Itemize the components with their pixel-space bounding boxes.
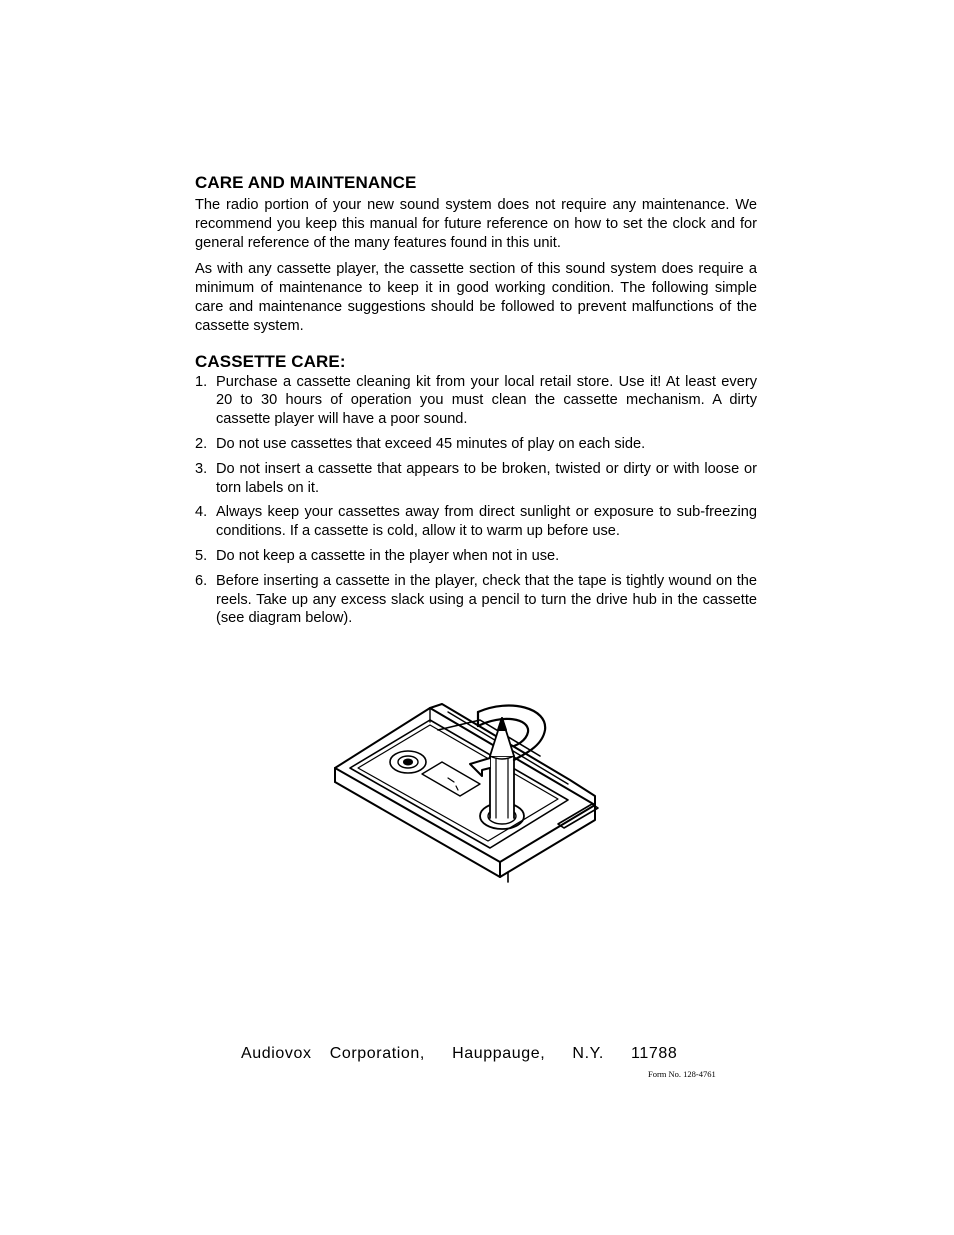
list-number: 3. bbox=[195, 460, 208, 477]
list-number: 1. bbox=[195, 373, 208, 390]
list-text: Do not use cassettes that exceed 45 minutes of play on each side. bbox=[216, 435, 646, 452]
list-text: Before inserting a cassette in the player, check that the tape is tightly wound on the reels. Take up any excess slack using a pencil to turn the drive hub in the cassette (see diagram below). bbox=[216, 572, 757, 627]
list-text: Purchase a cassette cleaning kit from your local retail store. Use it! At least every 20 to 30 hours of operation you must clean the cassette mechanism. A dirty cassette player will have a poor sound. bbox=[216, 373, 757, 428]
cassette-care-heading: CASSETTE CARE: bbox=[195, 351, 346, 371]
care-paragraph-1: The radio portion of your new sound system does not require any maintenance. We recommend you keep this manual for future reference on how to set the clock and for general reference of the many features found in this unit. bbox=[195, 197, 757, 251]
care-paragraph-2: As with any cassette player, the cassette section of this sound system does require a minimum of maintenance to keep it in good working condition. The following simple care and maintenance suggestions should be followed to prevent malfunctions of the cassette system. bbox=[195, 261, 757, 334]
content-column bbox=[195, 172, 757, 628]
list-item bbox=[195, 503, 757, 541]
list-item bbox=[195, 435, 757, 454]
list-item bbox=[195, 373, 757, 429]
cassette-pencil-diagram bbox=[330, 700, 602, 885]
list-item bbox=[195, 572, 757, 628]
list-number: 5. bbox=[195, 547, 208, 564]
list-item bbox=[195, 547, 757, 566]
form-number: Form No. 128-4761 bbox=[648, 1069, 716, 1079]
list-number: 2. bbox=[195, 435, 208, 452]
care-maintenance-heading: CARE AND MAINTENANCE bbox=[195, 173, 417, 192]
pencil bbox=[490, 756, 514, 818]
list-text: Always keep your cassettes away from direct sunlight or exposure to sub-freezing conditions. If a cassette is cold, allow it to warm up before use. bbox=[216, 504, 757, 540]
list-item bbox=[195, 460, 757, 498]
list-number: 6. bbox=[195, 572, 208, 589]
list-text: Do not insert a cassette that appears to be broken, twisted or dirty or with loose or torn labels on it. bbox=[216, 460, 757, 496]
list-text: Do not keep a cassette in the player when not in use. bbox=[216, 547, 560, 564]
footer-company: Audiovox Corporation, Hauppauge, N.Y. 11788 bbox=[241, 1045, 678, 1062]
cassette-care-list bbox=[195, 373, 757, 629]
list-number: 4. bbox=[195, 504, 208, 521]
